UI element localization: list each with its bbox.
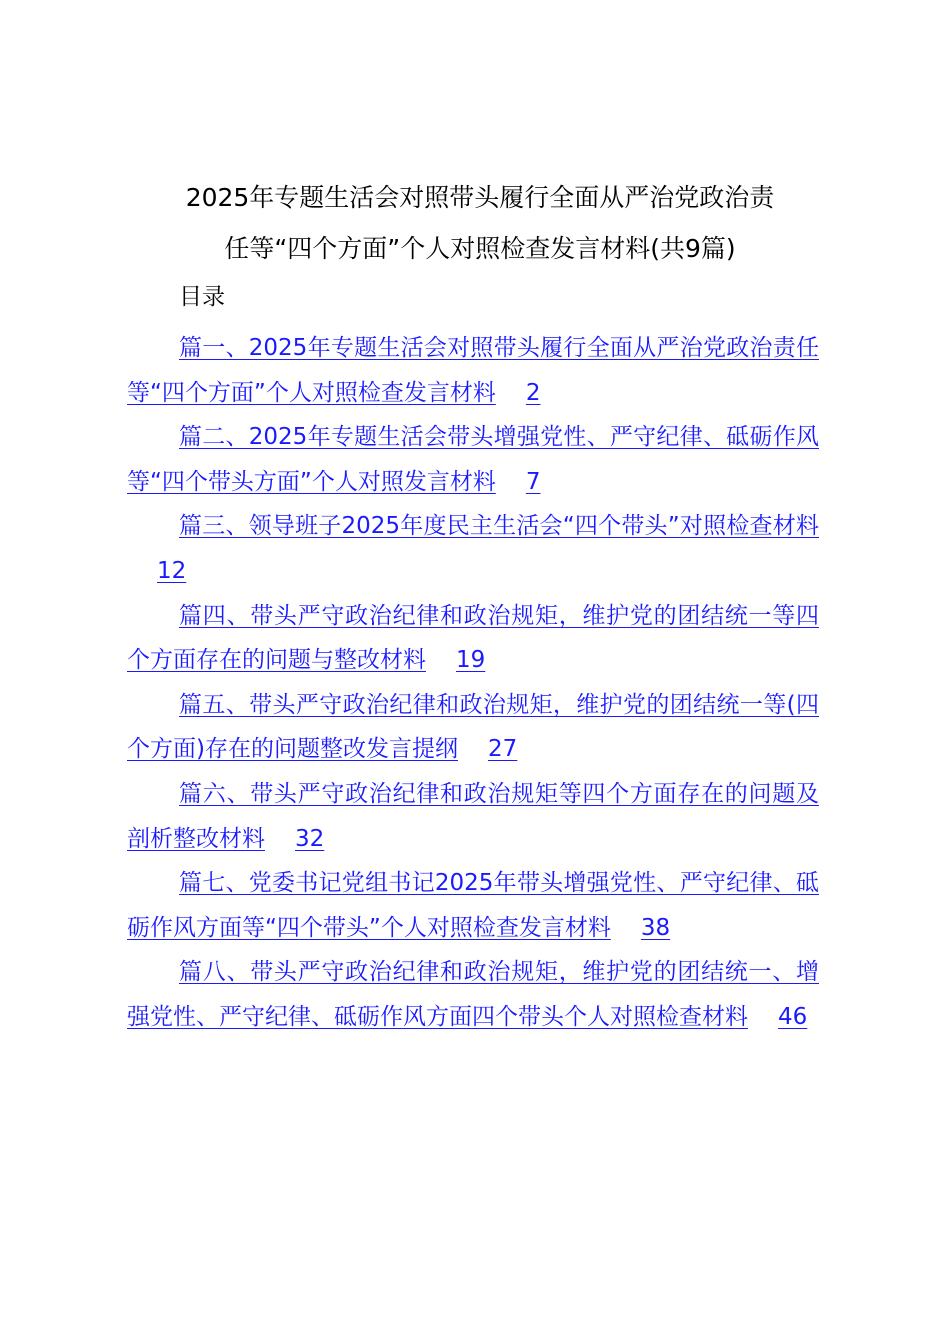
table-of-contents — [127, 326, 819, 1040]
toc-item-6[interactable] — [127, 772, 819, 861]
toc-item-3[interactable] — [127, 504, 819, 593]
toc-item-text: 篇六、带头严守政治纪律和政治规矩等四个方面存在的问题及剖析整改材料 — [127, 780, 819, 852]
toc-item-page: 2 — [525, 379, 541, 406]
toc-item-text: 篇四、带头严守政治纪律和政治规矩，维护党的团结统一等四个方面存在的问题与整改材料 — [127, 602, 819, 674]
toc-item-text: 篇二、2025年专题生活会带头增强党性、严守纪律、砥砺作风等“四个带头方面”个人对照发言材料 — [127, 424, 819, 495]
toc-item-8[interactable] — [127, 950, 819, 1039]
toc-item-text: 篇一、2025年专题生活会对照带头履行全面从严治党政治责任等“四个方面”个人对照检查发言材料 — [127, 335, 819, 406]
toc-item-7[interactable] — [127, 861, 819, 950]
toc-item-2[interactable] — [127, 415, 819, 504]
toc-item-text: 篇八、带头严守政治纪律和政治规矩，维护党的团结统一、增强党性、严守纪律、砥砺作风方面四个带头个人对照检查材料 — [127, 959, 819, 1030]
toc-item-page: 46 — [778, 1003, 808, 1030]
document-title-line-2: 任等“四个方面”个人对照检查发言材料(共9篇) — [224, 234, 736, 263]
toc-item-page: 38 — [640, 914, 671, 941]
toc-item-page: 7 — [525, 468, 541, 495]
toc-item-1[interactable] — [127, 326, 819, 415]
document-title-line-1: 2025年专题生活会对照带头履行全面从严治党政治责 — [185, 183, 775, 212]
toc-heading: 目录 — [179, 284, 225, 310]
toc-item-text: 篇三、领导班子2025年度民主生活会“四个带头”对照检查材料 — [179, 513, 819, 540]
toc-item-text: 篇七、党委书记党组书记2025年带头增强党性、严守纪律、砥砺作风方面等“四个带头”个人对照检查发言材料 — [127, 870, 819, 941]
toc-item-page: 19 — [456, 647, 486, 674]
toc-item-page: 12 — [157, 557, 187, 584]
toc-item-4[interactable] — [127, 594, 819, 683]
toc-item-text: 篇五、带头严守政治纪律和政治规矩，维护党的团结统一等(四个方面)存在的问题整改发言提纲 — [127, 691, 819, 763]
toc-item-page: 32 — [295, 825, 325, 852]
toc-item-5[interactable] — [127, 683, 819, 772]
toc-item-page: 27 — [487, 736, 518, 763]
